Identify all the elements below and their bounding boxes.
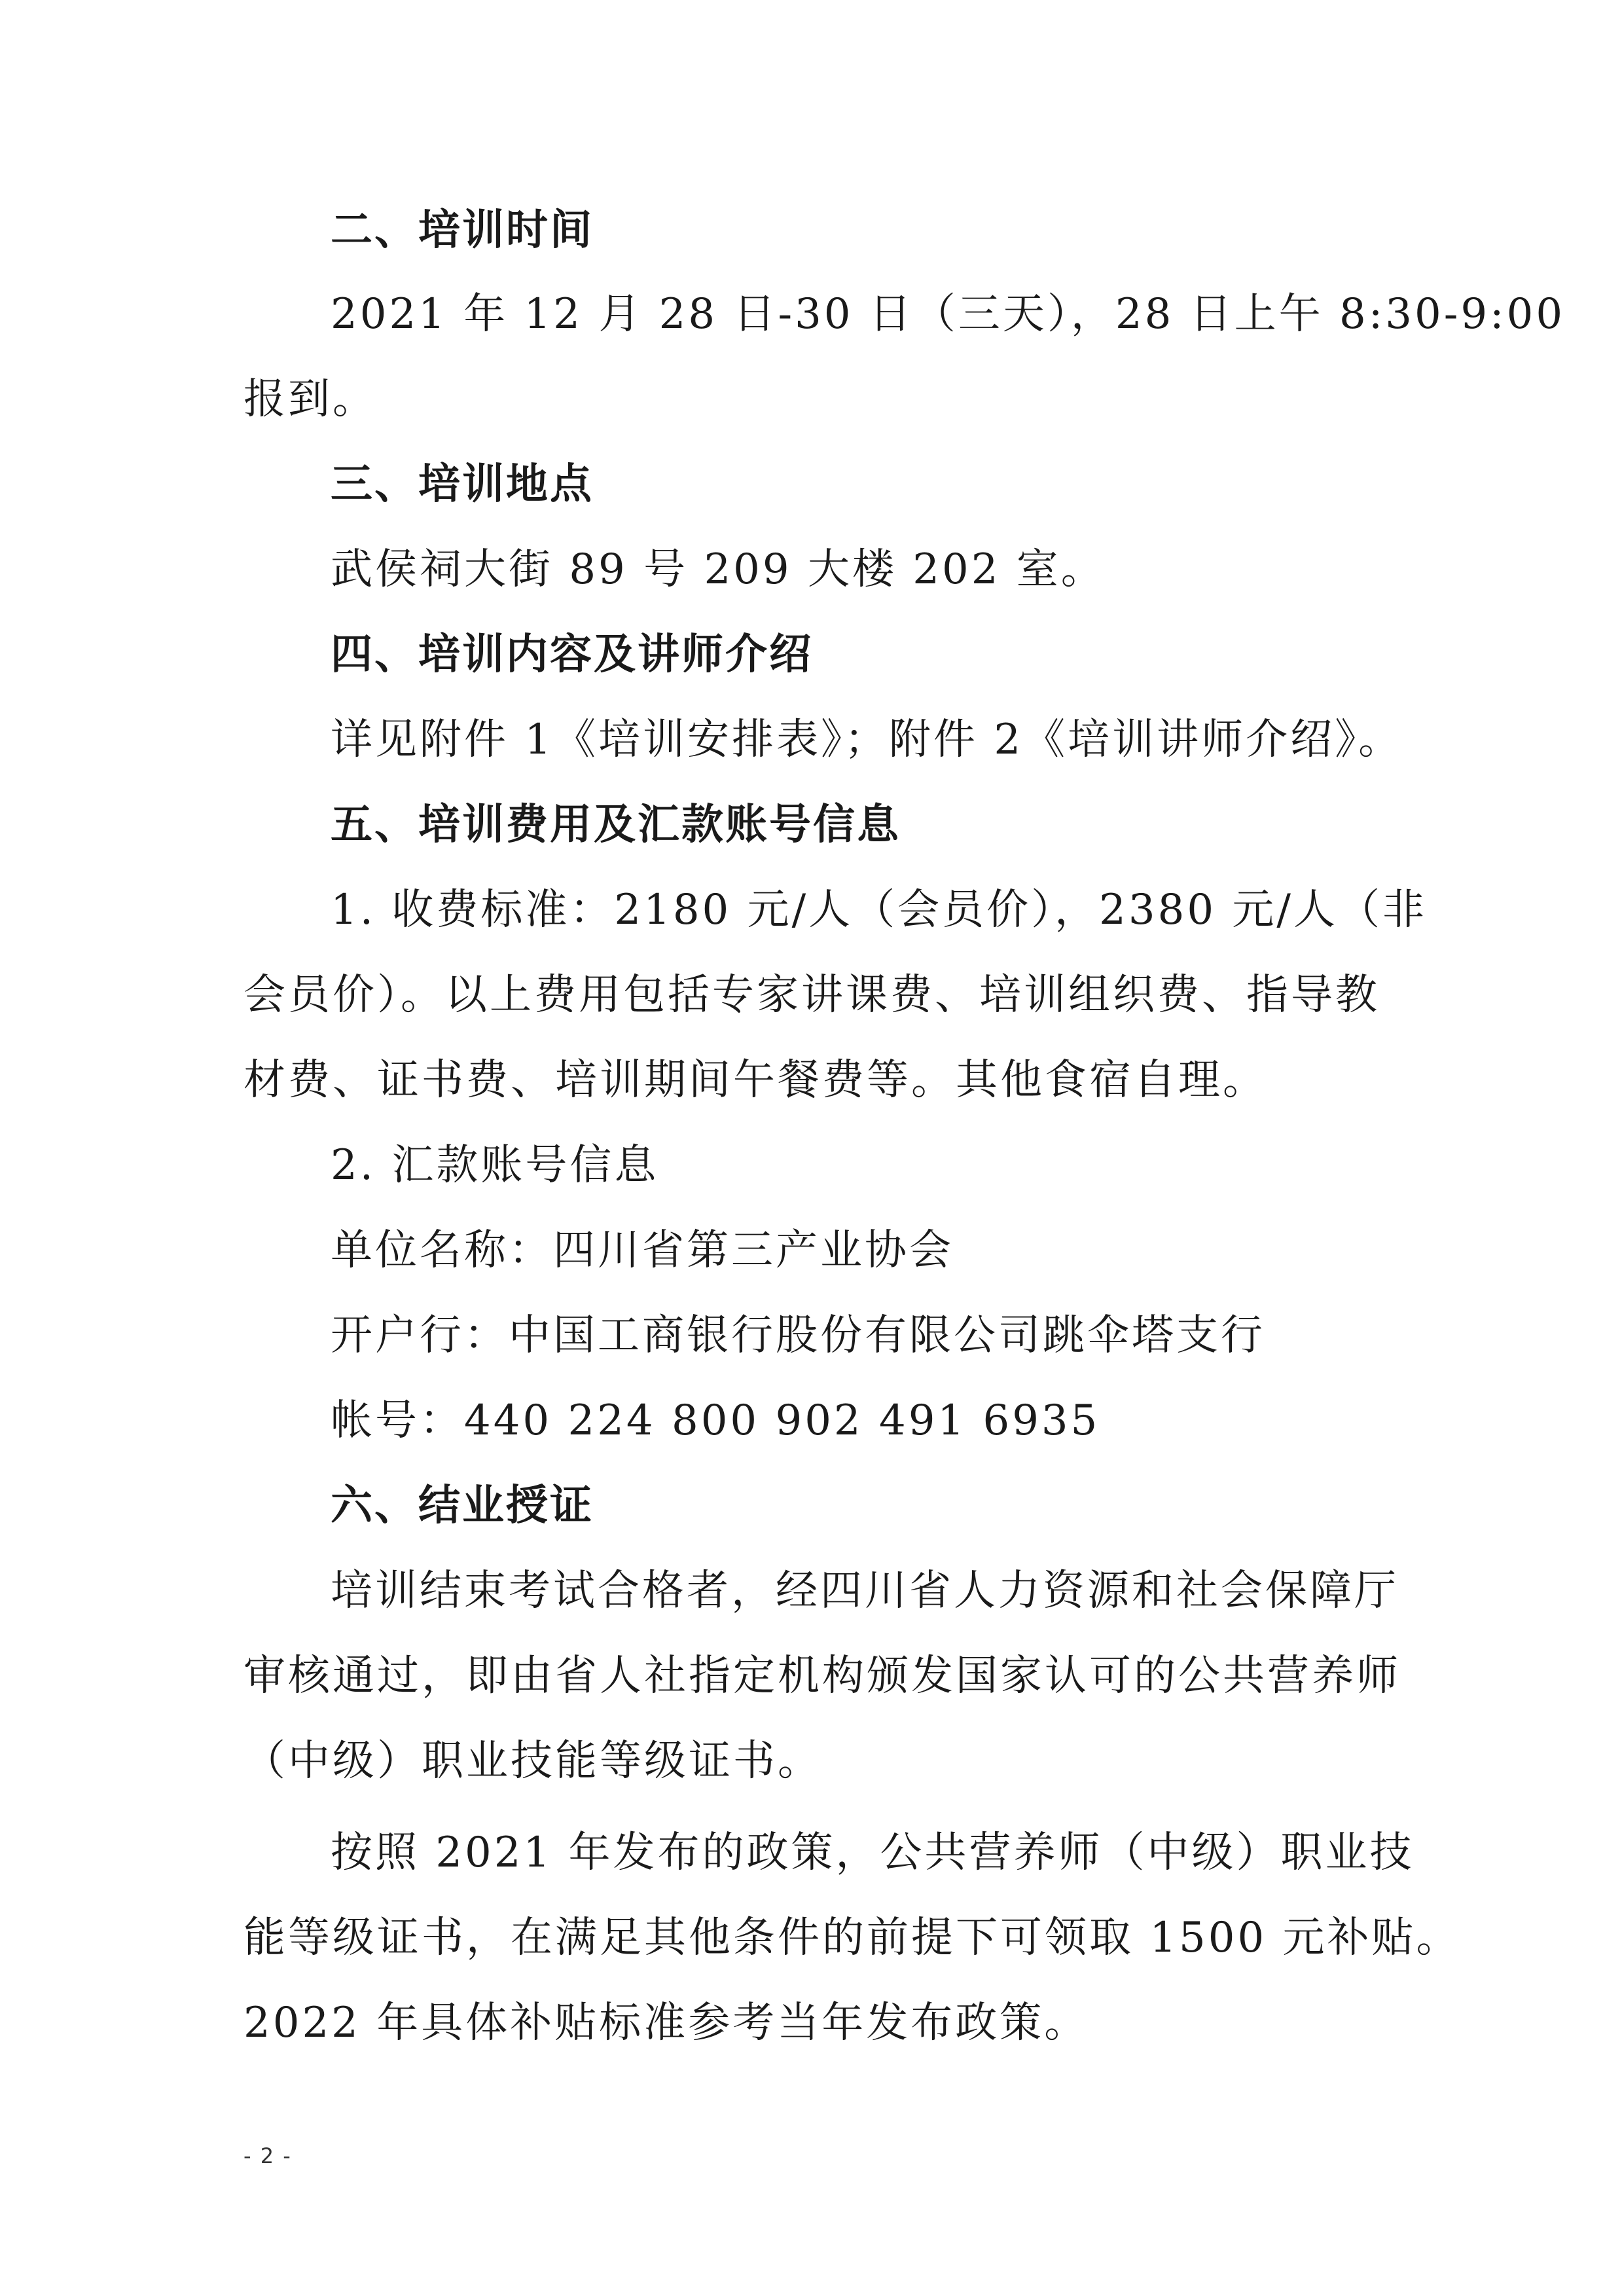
paragraph-line: 审核通过，即由省人社指定机构颁发国家认可的公共营养师 [243,1652,1401,1700]
paragraph-line: 武侯祠大街 89 号 209 大楼 202 室。 [331,545,1106,594]
paragraph-line: 材费、证书费、培训期间午餐费等。其他食宿自理。 [243,1056,1267,1104]
paragraph-line: （中级）职业技能等级证书。 [243,1737,822,1785]
paragraph-line: 会员价）。以上费用包括专家讲课费、培训组织费、指导教 [243,971,1380,1019]
paragraph-line: 2021 年 12 月 28 日-30 日（三天），28 日上午 8:30-9:00 [331,290,1566,338]
paragraph-line: 2. 汇款账号信息 [331,1141,659,1190]
section-heading-training-time: 二、培训时间 [331,206,594,255]
account-name-line: 单位名称：四川省第三产业协会 [331,1226,954,1275]
paragraph-line: 1. 收费标准：2180 元/人（会员价），2380 元/人（非 [331,886,1427,934]
paragraph-line: 培训结束考试合格者，经四川省人力资源和社会保障厅 [331,1567,1399,1615]
paragraph-line: 能等级证书，在满足其他条件的前提下可领取 1500 元补贴。 [243,1914,1461,1962]
paragraph-line: 2022 年具体补贴标准参考当年发布政策。 [243,1999,1089,2047]
bank-name-line: 开户行：中国工商银行股份有限公司跳伞塔支行 [331,1311,1265,1360]
paragraph-line: 按照 2021 年发布的政策，公共营养师（中级）职业技 [331,1829,1415,1877]
paragraph-line: 详见附件 1《培训安排表》；附件 2《培训讲师介绍》。 [331,716,1403,764]
page-number: - 2 - [243,2143,292,2168]
paragraph-line: 报到。 [243,375,377,424]
section-heading-training-location: 三、培训地点 [331,460,594,509]
section-heading-training-content: 四、培训内容及讲师介绍 [331,630,813,679]
section-heading-fees: 五、培训费用及汇款账号信息 [331,801,901,849]
account-number-line: 帐号：440 224 800 902 491 6935 [331,1396,1100,1445]
section-heading-certificate: 六、结业授证 [331,1482,594,1530]
